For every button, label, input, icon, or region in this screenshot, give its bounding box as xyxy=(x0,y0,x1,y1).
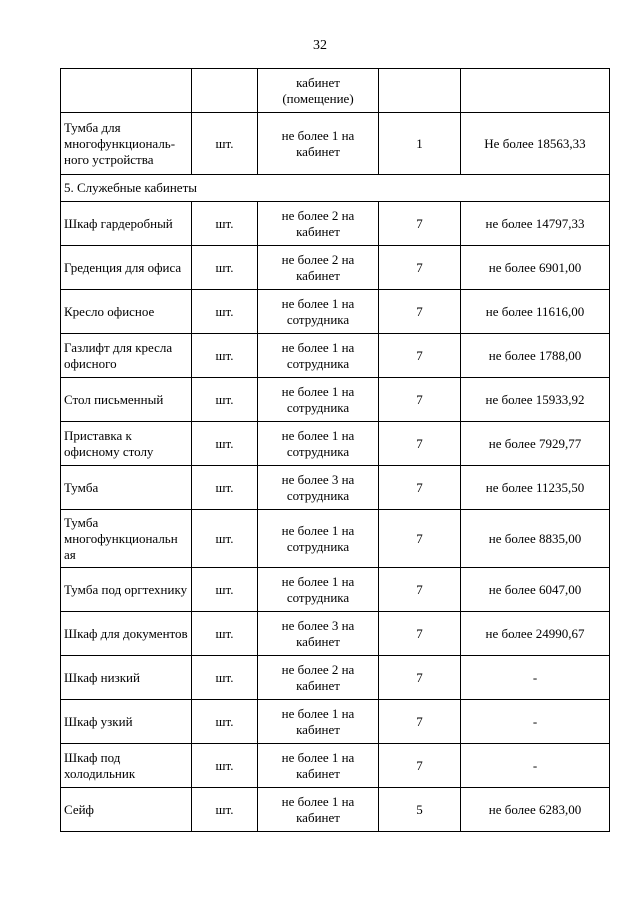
table-row xyxy=(61,378,610,422)
cell-qty: 7 xyxy=(379,510,461,568)
cell-norm: не более 1 на кабинет xyxy=(258,788,379,832)
cell-qty: 7 xyxy=(379,568,461,612)
cell-norm: не более 1 на кабинет xyxy=(258,744,379,788)
table-row xyxy=(61,700,610,744)
cell-unit: шт. xyxy=(192,466,258,510)
cell-name: Шкаф под холодильник xyxy=(61,744,192,788)
cell-name: Шкаф гардеробный xyxy=(61,202,192,246)
table-row xyxy=(61,510,610,568)
table-row xyxy=(61,422,610,466)
cell-name: Шкаф для документов xyxy=(61,612,192,656)
cell-price: не более 11616,00 xyxy=(461,290,610,334)
cell-name: Шкаф низкий xyxy=(61,656,192,700)
table-row xyxy=(61,744,610,788)
cell-norm: не более 3 на кабинет xyxy=(258,612,379,656)
cell-qty xyxy=(379,69,461,113)
cell-norm: не более 2 на кабинет xyxy=(258,246,379,290)
cell-name: Греденция для офиса xyxy=(61,246,192,290)
cell-norm: не более 1 на сотрудника xyxy=(258,568,379,612)
cell-unit: шт. xyxy=(192,656,258,700)
cell-price: не более 8835,00 xyxy=(461,510,610,568)
cell-norm: не более 3 на сотрудника xyxy=(258,466,379,510)
cell-norm: кабинет (помещение) xyxy=(258,69,379,113)
table-row-continuation xyxy=(61,69,610,113)
cell-price: - xyxy=(461,744,610,788)
cell-price: не более 1788,00 xyxy=(461,334,610,378)
cell-price: не более 6283,00 xyxy=(461,788,610,832)
cell-unit: шт. xyxy=(192,612,258,656)
cell-price: не более 24990,67 xyxy=(461,612,610,656)
cell-norm: не более 1 на кабинет xyxy=(258,113,379,175)
cell-qty: 7 xyxy=(379,290,461,334)
cell-price: не более 15933,92 xyxy=(461,378,610,422)
cell-name: Кресло офисное xyxy=(61,290,192,334)
cell-unit: шт. xyxy=(192,246,258,290)
table-row xyxy=(61,334,610,378)
cell-name: Тумба многофункциональн ая xyxy=(61,510,192,568)
cell-unit: шт. xyxy=(192,422,258,466)
cell-name xyxy=(61,69,192,113)
cell-price: не более 6047,00 xyxy=(461,568,610,612)
cell-norm: не более 1 на сотрудника xyxy=(258,510,379,568)
cell-name: Тумба xyxy=(61,466,192,510)
cell-norm: не более 1 на кабинет xyxy=(258,700,379,744)
cell-unit: шт. xyxy=(192,202,258,246)
table-row xyxy=(61,113,610,175)
cell-qty: 1 xyxy=(379,113,461,175)
cell-name: Приставка к офисному столу xyxy=(61,422,192,466)
cell-qty: 7 xyxy=(379,744,461,788)
furniture-norms-table xyxy=(60,68,610,832)
cell-norm: не более 1 на сотрудника xyxy=(258,378,379,422)
table-row xyxy=(61,612,610,656)
cell-qty: 7 xyxy=(379,656,461,700)
table-row xyxy=(61,466,610,510)
table-row xyxy=(61,568,610,612)
cell-norm: не более 1 на сотрудника xyxy=(258,334,379,378)
cell-price: не более 7929,77 xyxy=(461,422,610,466)
cell-unit: шт. xyxy=(192,334,258,378)
cell-norm: не более 2 на кабинет xyxy=(258,656,379,700)
cell-qty: 7 xyxy=(379,466,461,510)
cell-price: не более 14797,33 xyxy=(461,202,610,246)
cell-name: Газлифт для кресла офисного xyxy=(61,334,192,378)
cell-qty: 7 xyxy=(379,700,461,744)
cell-name: Тумба для многофункциональ-ного устройства xyxy=(61,113,192,175)
cell-unit: шт. xyxy=(192,568,258,612)
cell-qty: 7 xyxy=(379,246,461,290)
cell-qty: 7 xyxy=(379,334,461,378)
table-row xyxy=(61,290,610,334)
table-row xyxy=(61,788,610,832)
cell-qty: 7 xyxy=(379,422,461,466)
cell-name: Сейф xyxy=(61,788,192,832)
cell-qty: 7 xyxy=(379,378,461,422)
cell-unit: шт. xyxy=(192,700,258,744)
cell-unit: шт. xyxy=(192,510,258,568)
cell-unit: шт. xyxy=(192,788,258,832)
cell-price: - xyxy=(461,700,610,744)
cell-norm: не более 2 на кабинет xyxy=(258,202,379,246)
section-row xyxy=(61,175,610,202)
cell-unit: шт. xyxy=(192,290,258,334)
cell-unit: шт. xyxy=(192,113,258,175)
cell-price xyxy=(461,69,610,113)
page-number: 32 xyxy=(313,38,327,53)
cell-price: - xyxy=(461,656,610,700)
section-title: 5. Служебные кабинеты xyxy=(61,175,610,202)
cell-price: Не более 18563,33 xyxy=(461,113,610,175)
cell-name: Шкаф узкий xyxy=(61,700,192,744)
table-row xyxy=(61,656,610,700)
cell-price: не более 11235,50 xyxy=(461,466,610,510)
cell-qty: 5 xyxy=(379,788,461,832)
cell-qty: 7 xyxy=(379,612,461,656)
table-row xyxy=(61,246,610,290)
table-row xyxy=(61,202,610,246)
table-body xyxy=(61,69,610,832)
cell-unit xyxy=(192,69,258,113)
cell-qty: 7 xyxy=(379,202,461,246)
cell-norm: не более 1 на сотрудника xyxy=(258,422,379,466)
cell-unit: шт. xyxy=(192,744,258,788)
cell-name: Стол письменный xyxy=(61,378,192,422)
cell-name: Тумба под оргтехнику xyxy=(61,568,192,612)
cell-norm: не более 1 на сотрудника xyxy=(258,290,379,334)
cell-price: не более 6901,00 xyxy=(461,246,610,290)
cell-unit: шт. xyxy=(192,378,258,422)
